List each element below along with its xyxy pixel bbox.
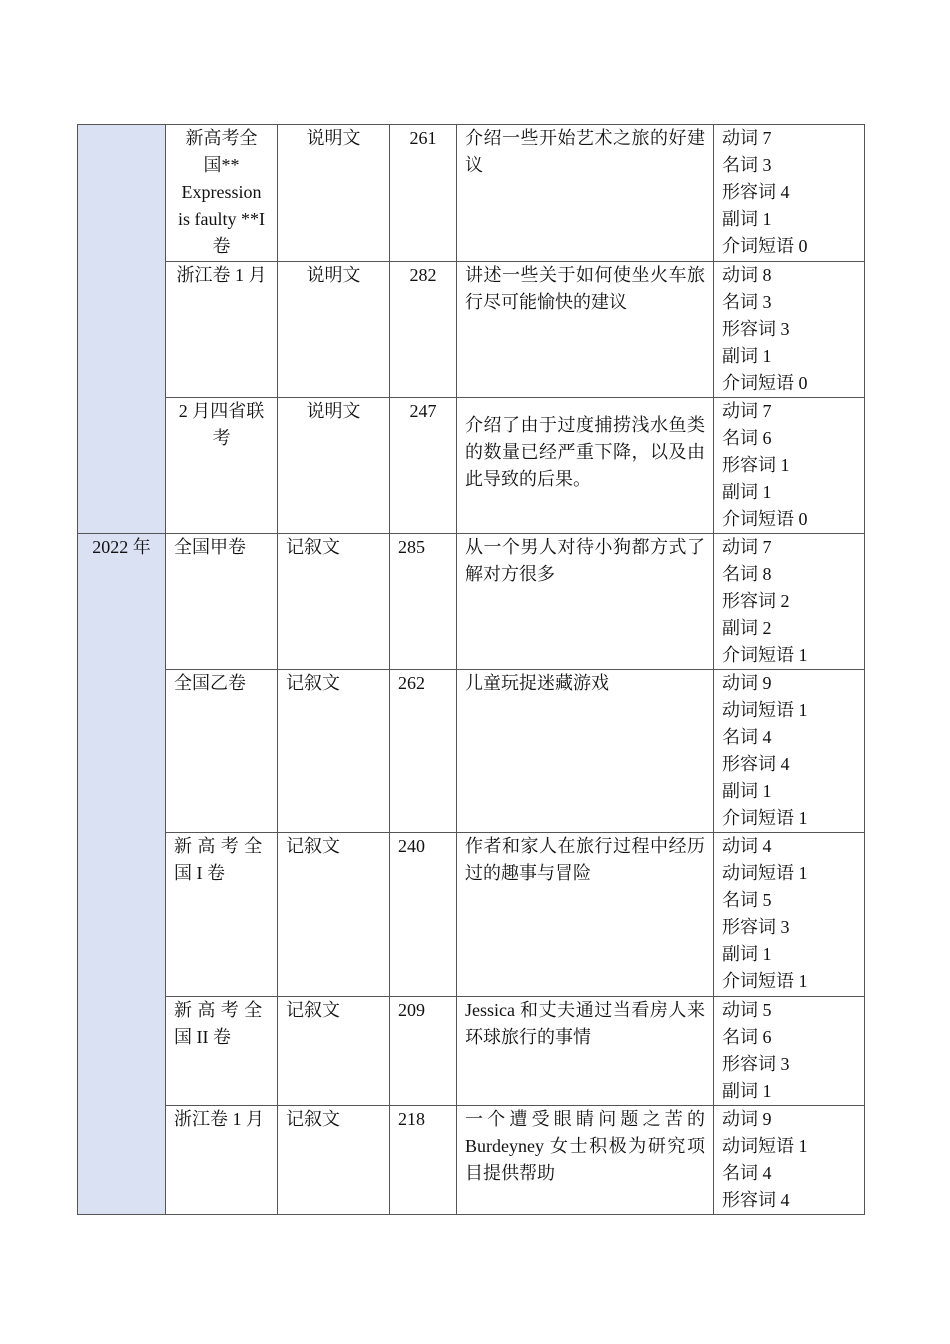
word-count-cell: 218 [390, 1106, 457, 1215]
word-count-cell: 262 [390, 670, 457, 833]
exam-cell: 全国甲卷 [166, 534, 278, 670]
vocab-cell: 动词 5 名词 6 形容词 3 副词 1 [714, 997, 865, 1106]
vocab-cell: 动词 9 动词短语 1 名词 4 形容词 4 [714, 1106, 865, 1215]
table-row [78, 1106, 865, 1215]
summary-cell: 讲述一些关于如何使坐火车旅行尽可能愉快的建议 [457, 262, 714, 398]
genre-cell: 记叙文 [278, 670, 390, 833]
exam-cell: 新高考全 国 I 卷 [166, 833, 278, 997]
vocab-cell: 动词 8 名词 3 形容词 3 副词 1 介词短语 0 [714, 262, 865, 398]
summary-cell: 一个遭受眼睛问题之苦的 Burdeyney 女士积极为研究项目提供帮助 [457, 1106, 714, 1215]
table-row [78, 833, 865, 997]
exam-cell: 全国乙卷 [166, 670, 278, 833]
word-count-cell: 285 [390, 534, 457, 670]
genre-cell: 说明文 [278, 125, 390, 262]
summary-cell: Jessica 和丈夫通过当看房人来环球旅行的事情 [457, 997, 714, 1106]
exam-cell: 浙江卷 1 月 [166, 262, 278, 398]
exam-cell: 新高考全 国 II 卷 [166, 997, 278, 1106]
summary-cell: 介绍一些开始艺术之旅的好建议 [457, 125, 714, 262]
exam-reading-table [77, 124, 865, 1215]
word-count-cell: 261 [390, 125, 457, 262]
table-row [78, 125, 865, 262]
word-count-cell: 247 [390, 398, 457, 534]
summary-cell: 介绍了由于过度捕捞浅水鱼类的数量已经严重下降，以及由此导致的后果。 [457, 398, 714, 534]
genre-cell: 记叙文 [278, 997, 390, 1106]
word-count-cell: 209 [390, 997, 457, 1106]
summary-cell: 作者和家人在旅行过程中经历过的趣事与冒险 [457, 833, 714, 997]
summary-cell: 儿童玩捉迷藏游戏 [457, 670, 714, 833]
year-cell: 2022 年 [78, 534, 166, 1215]
exam-cell: 2 月四省联 考 [166, 398, 278, 534]
exam-cell: 浙江卷 1 月 [166, 1106, 278, 1215]
table-row [78, 398, 865, 534]
exam-cell: 新高考全 国** Expression is faulty **I 卷 [166, 125, 278, 262]
table-row [78, 997, 865, 1106]
vocab-cell: 动词 9 动词短语 1 名词 4 形容词 4 副词 1 介词短语 1 [714, 670, 865, 833]
word-count-cell: 240 [390, 833, 457, 997]
word-count-cell: 282 [390, 262, 457, 398]
genre-cell: 说明文 [278, 398, 390, 534]
vocab-cell: 动词 7 名词 6 形容词 1 副词 1 介词短语 0 [714, 398, 865, 534]
vocab-cell: 动词 7 名词 3 形容词 4 副词 1 介词短语 0 [714, 125, 865, 262]
year-cell-continued [78, 125, 166, 534]
genre-cell: 说明文 [278, 262, 390, 398]
summary-cell: 从一个男人对待小狗都方式了解对方很多 [457, 534, 714, 670]
vocab-cell: 动词 4 动词短语 1 名词 5 形容词 3 副词 1 介词短语 1 [714, 833, 865, 997]
genre-cell: 记叙文 [278, 1106, 390, 1215]
table-row [78, 670, 865, 833]
vocab-cell: 动词 7 名词 8 形容词 2 副词 2 介词短语 1 [714, 534, 865, 670]
genre-cell: 记叙文 [278, 534, 390, 670]
table-row [78, 262, 865, 398]
table-row [78, 534, 865, 670]
genre-cell: 记叙文 [278, 833, 390, 997]
